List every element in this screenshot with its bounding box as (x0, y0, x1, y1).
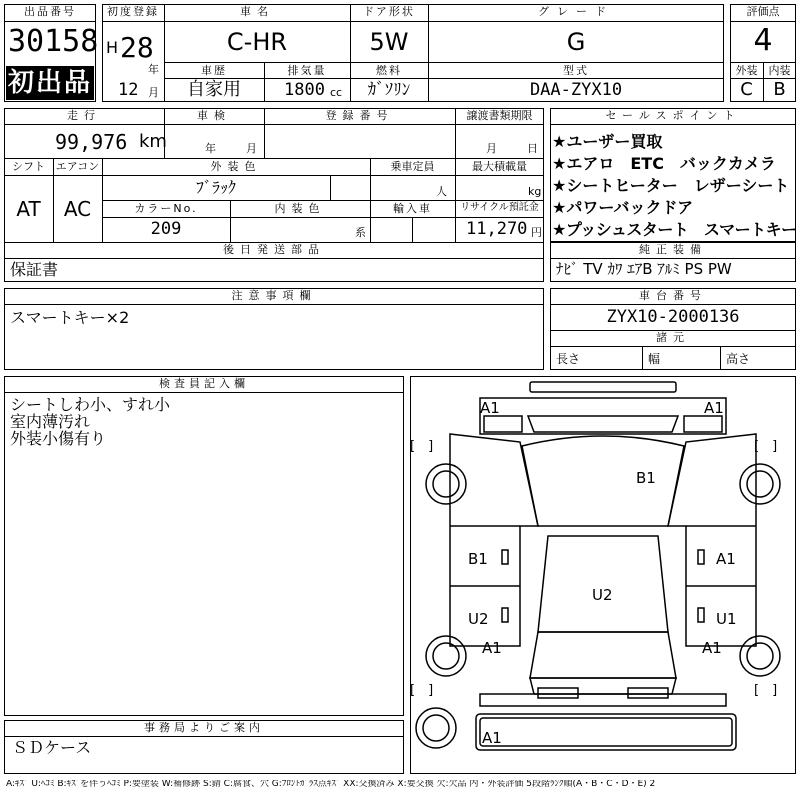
exterior-grade: C (740, 79, 753, 100)
inspector-line: 外装小傷有り (10, 429, 107, 448)
mark-bottom-left: A1 (482, 729, 502, 747)
later-label: 後日発送部品 (223, 243, 325, 256)
mileage-unit: km (139, 131, 167, 152)
height-label: 高さ (726, 352, 751, 366)
car-diagram (410, 376, 796, 774)
interior-grade: B (773, 79, 786, 100)
mark-left-rear-wheel: A1 (482, 639, 502, 657)
office-note: ＳＤケース (12, 738, 92, 757)
reg-month-unit: 月 (148, 86, 159, 99)
recycle-label: リサイクル預託金 (460, 202, 539, 213)
fuel: ｶﾞｿﾘﾝ (367, 80, 411, 100)
color-no: 209 (150, 219, 182, 239)
ac: AC (63, 197, 92, 221)
recycle: 11,270 (466, 219, 528, 239)
fuel-label: 燃料 (376, 64, 402, 77)
door-label: ドア形状 (363, 5, 415, 18)
mark-left-front: B1 (468, 550, 488, 568)
bracket-right-lower: [ ] (754, 683, 778, 698)
selling-point: ★エアロ ETC バックカメラ (552, 154, 776, 173)
legend: A:ｷｽﾞ U:ﾍｺﾐ B:ｷｽﾞを伴うﾍｺﾐ P:要塗装 W:補修跡 S:錆 C:腐食、穴 G:ﾌﾛﾝﾄｶﾞﾗｽ点ｷｽﾞ XX:交換済み X:要交換 欠:欠品 内・外装評価 5段階ﾗﾝｸ順(A・B・C・D・E) 2 (6, 780, 656, 789)
color: ﾌﾞﾗｯｸ (195, 178, 236, 197)
score: 4 (753, 23, 773, 58)
history: 自家用 (187, 79, 241, 100)
model-label: 型式 (563, 64, 589, 77)
mark-right-rear-wheel: A1 (702, 639, 722, 657)
first-listing-text: 初出品 (7, 68, 92, 98)
regno-label: 登録番号 (325, 109, 394, 122)
reg-label: 初度登録 (107, 5, 159, 18)
transfer-month-unit: 月 (486, 142, 497, 155)
inspection-year-unit: 年 (205, 142, 216, 155)
reg-era: H (106, 38, 119, 57)
mark-left-rear: U2 (468, 610, 489, 628)
name-label: 車名 (240, 5, 274, 18)
capacity-label: 乗車定員 (390, 160, 435, 173)
exterior-label: 外装 (735, 64, 758, 77)
bracket-right: [ ] (754, 439, 778, 454)
reg-year: 28 (120, 31, 154, 64)
lot-label: 出品番号 (24, 5, 76, 18)
bracket-left: [ ] (410, 439, 434, 454)
length-label: 長さ (556, 352, 581, 366)
reg-year-unit: 年 (148, 63, 159, 76)
model: DAA-ZYX10 (529, 80, 623, 100)
score-label: 評価点 (746, 5, 780, 18)
selling-point: ★シートヒーター レザーシート (552, 176, 790, 195)
notes: スマートキー×2 (10, 308, 130, 327)
import-label: 輸入車 (393, 202, 432, 215)
bracket-left-lower: [ ] (410, 683, 434, 698)
transfer-label: 譲渡書類期限 (466, 109, 533, 122)
ac-label: エアコン (55, 160, 100, 173)
transfer-day-unit: 日 (527, 142, 538, 155)
mark-top-right: A1 (704, 399, 724, 417)
inspection-month-unit: 月 (246, 142, 257, 155)
displacement-label: 排気量 (287, 64, 327, 77)
notes-label: 注意事項欄 (231, 289, 317, 302)
car-name: C-HR (226, 28, 288, 56)
shift: AT (16, 197, 41, 221)
grade-label: グレード (538, 5, 614, 18)
mark-right-front: A1 (716, 550, 736, 568)
int-color-unit: 系 (355, 226, 366, 239)
grade: G (566, 28, 586, 56)
inspection-label: 車検 (197, 109, 231, 122)
chassis-label: 車台番号 (639, 289, 707, 302)
mark-hood: B1 (636, 469, 656, 487)
mark-roof: U2 (592, 586, 613, 604)
mileage: 99,976 (55, 130, 128, 154)
load-unit: kg (528, 185, 542, 198)
inspector-line: 室内薄汚れ (10, 412, 91, 431)
mileage-label: 走行 (67, 109, 101, 122)
shift-label: シフト (12, 160, 45, 173)
mark-top-left: A1 (480, 399, 500, 417)
mark-right-rear: U1 (716, 610, 737, 628)
inspector-label: 検査員記入欄 (159, 377, 249, 390)
color-label: 外装色 (210, 160, 262, 173)
selling-point: ★プッシュスタート スマートキー (552, 220, 797, 239)
lot-number: 30158 (8, 24, 99, 59)
equipment-label: 純正装備 (639, 243, 707, 256)
interior-label: 内装 (768, 64, 791, 77)
color-no-label: カラーNo. (134, 202, 198, 215)
history-label: 車歴 (201, 64, 227, 77)
door-type: 5W (369, 28, 409, 56)
selling-label: セールスポイント (605, 109, 741, 122)
dims-label: 諸元 (656, 331, 690, 344)
selling-point: ★ユーザー買取 (552, 132, 663, 151)
recycle-unit: 円 (531, 226, 542, 239)
width-label: 幅 (648, 352, 661, 366)
inspector-line: シートしわ小、すれ小 (10, 395, 171, 414)
int-color-label: 内装色 (274, 202, 326, 215)
capacity-unit: 人 (436, 185, 447, 198)
later-parts: 保証書 (10, 260, 59, 279)
displacement: 1800 (284, 80, 325, 100)
office-label: 事務局よりご案内 (144, 721, 264, 734)
load-label: 最大積載量 (472, 160, 527, 173)
chassis-number: ZYX10-2000136 (606, 307, 740, 327)
selling-point: ★パワーバックドア (552, 198, 694, 217)
displacement-unit: cc (330, 86, 343, 99)
reg-month: 12 (118, 80, 139, 100)
equipment: ﾅﾋﾞ TV ｶﾜ ｴｱB ｱﾙﾐ PS PW (556, 260, 732, 278)
